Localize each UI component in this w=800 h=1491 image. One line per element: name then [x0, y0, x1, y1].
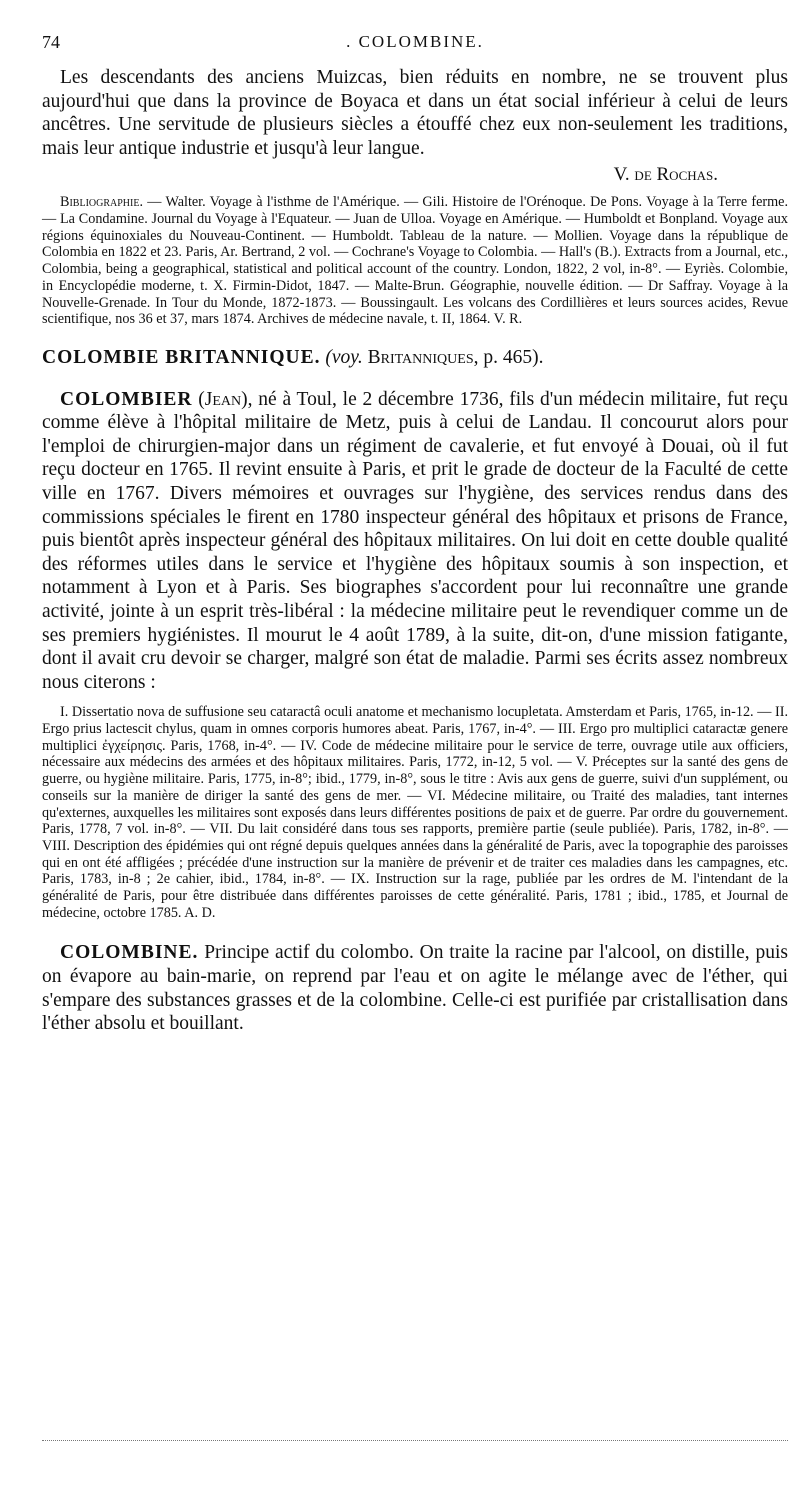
entry-body: , né à Toul, le 2 décembre 1736, fils d'un médecin militaire, fut reçu comme élève à l'hôpital militaire de Metz, puis à celui de Landau. Il concourut alors pour l'emploi de chirurgien-major dans un régiment de cavalerie, et fut envoyé à Douai, où il fut reçu docteur en 1765. Il revint ensuite à Paris, et prit le grade de docteur de la Faculté de cette ville en 1767. Divers mémoires et ouvrages sur l'hygiène, des services rendus dans des commissions spéciales le firent en 1780 inspecteur général des hôpitaux et prisons de France, puis bientôt après inspecteur général des hôpitaux militaires. On lui doit en cette double qualité des réformes utiles dans le service et l'hygiène des hôpitaux soumis à son inspection, et notamment à Lyon et à Paris. Ses biographes s'accordent pour lui reconnaître une grande activité, jointe à un esprit très-libéral : la médecine militaire peut le revendiquer comme un de ses premiers hygiénistes. Il mourut le 4 août 1789, à la suite, dit-on, d'une mission fatigante, dont il avait cru devoir se charger, malgré son état de maladie. Parmi ses écrits assez nombreux nous citerons : — [42, 388, 788, 693]
cross-ref-page: , p. 465). — [473, 347, 544, 368]
page-number: 74 — [42, 32, 60, 52]
entry-colombie-britannique — [42, 346, 788, 370]
works-list — [42, 704, 788, 921]
bibliography-text: — Walter. Voyage à l'isthme de l'Amérique. — Gili. Histoire de l'Orénoque. De Pons. Voyage à la Terre ferme. — La Condamine. Journal du Voyage à l'Equateur. — Juan de Ulloa. Voyage en Amérique. — Humboldt et Bonpland. Voyage aux régions équinoxiales du Nouveau-Continent. — Humboldt. Tableau de la nature. — Mollien. Voyage dans la république de Colombia en 1822 et 23. Paris, Ar. Bertrand, 2 vol. — Cochrane's Voyage to Colombia. — Hall's (B.). Extracts from a Journal, etc., Colombia, being a geographical, statistical and political account of the country. London, 1822, 2 vol, in-8°. — Eyriès. Colombie, in Encyclopédie moderne, t. X. Firmin-Didot, 1847. — Malte-Brun. Géographie, nouvelle édition. — Dr Saffray. Voyage à la Nouvelle-Grenade. In Tour du Monde, 1872-1873. — Boussingault. Les volcans des Cordillières et leurs sources acides, Revue scientifique, nos 36 et 37, mars 1874. Archives de médecine navale, t. II, 1864. — [42, 194, 788, 328]
works-text: I. Dissertatio nova de suffusione seu cataractâ oculi anatome et mechanismo locupletata. Amsterdam et Paris, 1765, in-12. — II. Ergo prius lactescit chylus, quam in omnes corporis humores abeat. Paris, 1767, in-4°. — III. Ergo pro multiplici cataractæ genere multiplici ἐγχείρησις. Paris, 1768, in-4°. — IV. Code de médecine militaire pour le service de terre, ouvrage utile aux officiers, nécessaire aux médecins des armées et des hôpitaux militaires. Paris, 1772, in-12, 5 vol. — V. Préceptes sur la santé des gens de guerre, ou hygiène militaire. Paris, 1775, in-8°; ibid., 1779, in-8°, sous le titre : Avis aux gens de guerre, suivi d'un supplément, ou conseils sur la manière de diriger la santé des gens de mer. — VI. Médecine militaire, ou Traité des maladies, tant internes qu'externes, auxquelles les militaires sont exposés dans leurs différentes positions de paix et de guerre. Par ordre du gouvernement. Paris, 1778, 7 vol. in-8°. — VII. Du lait considéré dans tous ses rapports, première partie (seule publiée). Paris, 1782, in-8°. — VIII. Description des épidémies qui ont régné depuis quelques années dans la généralité de Paris, avec la topographie des paroisses qui en ont été affligées ; précédée d'une instruction sur la manière de prévenir et de traiter ces maladies dans les campagnes, etc. Paris, 1783, in-8 ; 2e cahier, ibid., 1784, in-8°. — IX. Instruction sur la rage, publiée par les ordres de M. l'intendant de la généralité de Paris, pour être distribuée dans différentes paroisses de cette généralité. Paris, 1781 ; ibid., 1785, et Journal de médecine, octobre 1785. — [42, 704, 788, 921]
running-title: . COLOMBINE. — [346, 32, 484, 51]
running-header — [42, 28, 788, 66]
entry-headword: COLOMBINE. — [60, 942, 199, 964]
footer-dotted-rule — [42, 1440, 788, 1441]
bibliography-signature: V. R. — [493, 311, 523, 328]
entry-colombier — [42, 388, 788, 695]
entry-headword: COLOMBIER — [60, 388, 193, 410]
bibliography — [42, 194, 788, 328]
intro-signature — [42, 162, 788, 188]
works-signature: A. D. — [184, 904, 216, 921]
entry-forename: (Jean) — [198, 388, 248, 410]
cross-ref-voy: (voy. — [325, 347, 363, 368]
bibliography-label: Bibliographie. — [60, 194, 144, 211]
entry-headword: COLOMBIE BRITANNIQUE. — [42, 347, 321, 368]
intro-signature-text: V. de Rochas. — [613, 164, 718, 186]
entry-colombine — [42, 941, 788, 1035]
entry-body: Principe actif du colombo. On traite la racine par l'alcool, on distille, puis on évapore au bain-marie, on reprend par l'eau et on agite le mélange avec de l'éther, qui s'empare des substances grasses et de la colombine. Celle-ci est purifiée par cristallisation dans l'éther absolu et bouillant. — [42, 942, 788, 1035]
intro-paragraph: Les descendants des anciens Muizcas, bien réduits en nombre, ne se trouvent plus aujourd'hui que dans la province de Boyaca et dans un état social inférieur à celui de leurs ancêtres. Une servitude de plusieurs siècles a étouffé chez eux non-seulement les traditions, mais leur antique industrie et jusqu'à leur langue. — [42, 67, 788, 159]
cross-ref-target: Britanniques — [367, 347, 474, 368]
